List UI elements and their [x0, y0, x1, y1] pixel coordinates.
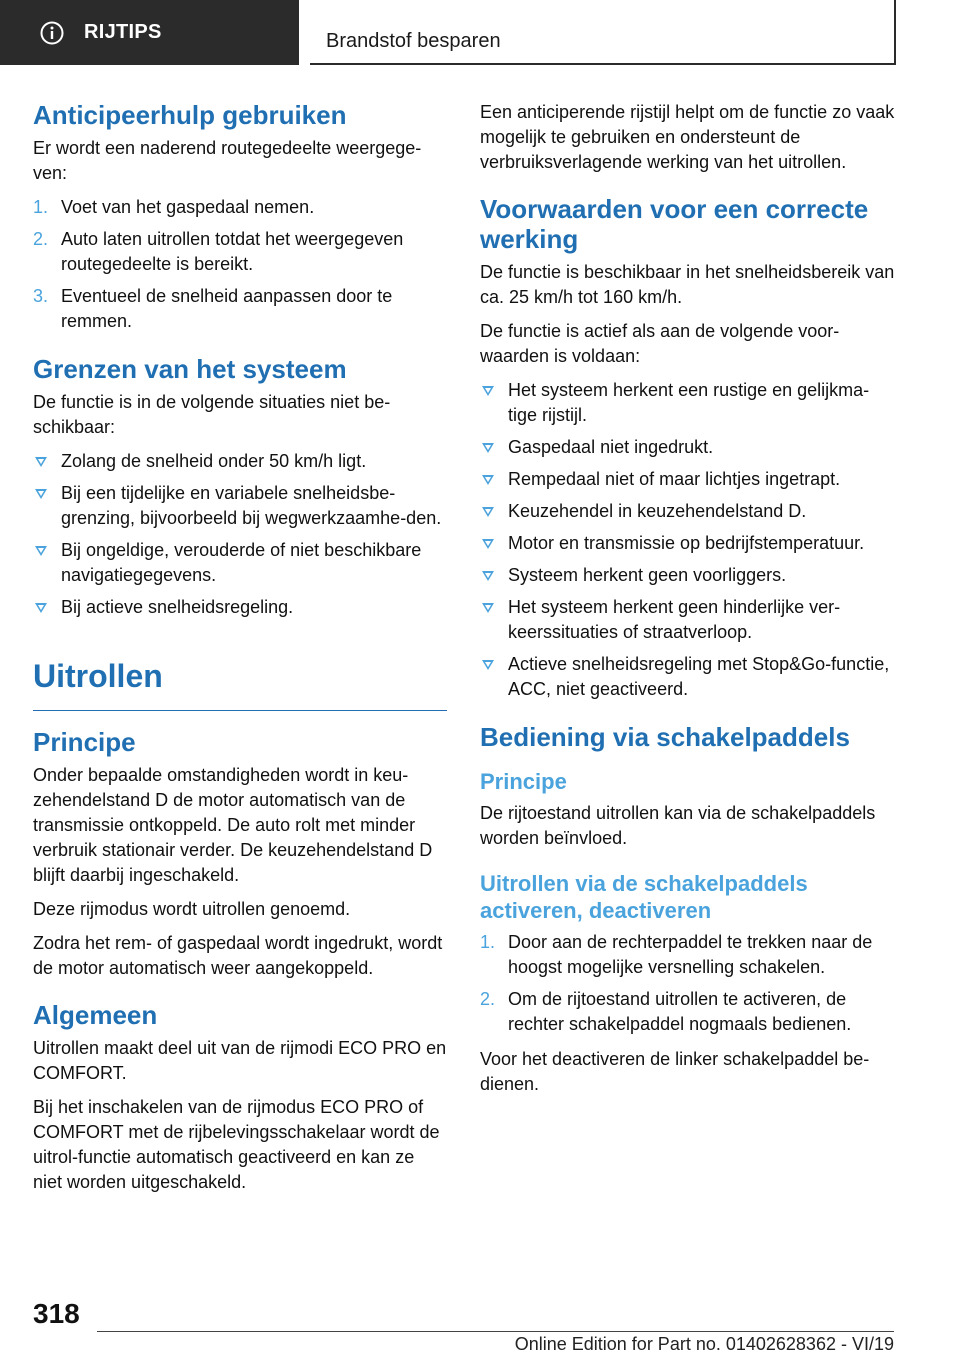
- chapter-header: [310, 0, 896, 65]
- triangle-bullet-icon: [35, 457, 47, 467]
- list-text: Zolang de snelheid onder 50 km/h ligt.: [61, 451, 367, 471]
- algemeen-paragraph-2: Bij het inschakelen van de rijmodus ECO PRO of COMFORT met de rijbelevingsschakelaar wordt de uitrol-functie automatisch geactiveerd en kan ze niet worden uitgeschakeld.: [33, 1097, 440, 1192]
- step-number: 3.: [33, 286, 49, 306]
- list-item: [33, 284, 447, 334]
- list-text: Motor en transmissie op bedrijfstemperatuur.: [508, 533, 865, 553]
- page-number: 318: [33, 1298, 80, 1329]
- step-number: 2.: [480, 989, 496, 1009]
- triangle-bullet-icon: [482, 603, 494, 613]
- deactiveren-paragraph: Voor het deactiveren de linker schakelpaddel be-dienen.: [480, 1049, 870, 1094]
- list-text: Keuzehendel in keuzehendelstand D.: [508, 501, 807, 521]
- list-item: [33, 449, 447, 474]
- anticipeer-intro: Er wordt een naderend routegedeelte weergege-ven:: [33, 138, 422, 183]
- right-column: [480, 100, 898, 1106]
- voorwaarden-heading: Voorwaarden voor een correcte werking: [480, 194, 869, 254]
- list-text: Gaspedaal niet ingedrukt.: [508, 437, 714, 457]
- step-text: Eventueel de snelheid aanpassen door te remmen.: [61, 286, 393, 331]
- triangle-bullet-icon: [35, 489, 47, 499]
- grenzen-intro: De functie is in de volgende situaties niet be-schikbaar:: [33, 392, 391, 437]
- bediening-heading: Bediening via schakelpaddels: [480, 722, 850, 752]
- list-item: [33, 195, 447, 220]
- algemeen-heading: Algemeen: [33, 1000, 158, 1030]
- principe-paragraph-3: Zodra het rem- of gaspedaal wordt ingedrukt, wordt de motor automatisch weer aangekoppeld.: [33, 933, 443, 978]
- list-item: [480, 435, 898, 460]
- list-text: Bij actieve snelheidsregeling.: [61, 597, 294, 617]
- list-text: Bij ongeldige, verouderde of niet beschikbare navigatiegegevens.: [61, 540, 422, 585]
- list-text: Het systeem herkent een rustige en gelijkma-tige rijstijl.: [508, 380, 870, 425]
- list-item: [480, 595, 898, 645]
- step-number: 1.: [480, 932, 496, 952]
- step-text: Door aan de rechterpaddel te trekken naar de hoogst mogelijke versnelling schakelen.: [508, 932, 873, 977]
- info-icon: [40, 21, 64, 45]
- triangle-bullet-icon: [482, 507, 494, 517]
- uitrollen-heading: Uitrollen: [33, 658, 163, 694]
- footer-divider: [97, 1331, 894, 1332]
- list-item: [480, 467, 898, 492]
- grenzen-heading: Grenzen van het systeem: [33, 354, 347, 384]
- bediening-principe-paragraph: De rijtoestand uitrollen kan via de schakelpaddels worden beïnvloed.: [480, 803, 876, 848]
- list-text: Systeem herkent geen voorliggers.: [508, 565, 787, 585]
- bediening-principe-heading: Principe: [480, 769, 567, 794]
- list-item: [480, 499, 898, 524]
- step-number: 2.: [33, 229, 49, 249]
- triangle-bullet-icon: [482, 660, 494, 670]
- anticipeer-heading: Anticipeerhulp gebruiken: [33, 100, 347, 130]
- list-item: [480, 930, 898, 980]
- activeren-steps: [480, 930, 898, 1037]
- activeren-heading: Uitrollen via de schakelpaddels activeren, deactiveren: [480, 871, 808, 923]
- left-column: [33, 100, 447, 1204]
- list-item: [33, 481, 447, 531]
- principe-heading: Principe: [33, 727, 136, 757]
- principe-paragraph-2: Deze rijmodus wordt uitrollen genoemd.: [33, 899, 351, 919]
- voorwaarden-list: [480, 378, 898, 702]
- list-item: [480, 378, 898, 428]
- list-item: [33, 595, 447, 620]
- section-label: RIJTIPS: [84, 21, 162, 43]
- list-text: Het systeem herkent geen hinderlijke ver-keerssituaties of straatverloop.: [508, 597, 841, 642]
- grenzen-list: [33, 449, 447, 620]
- anticipeer-steps: [33, 195, 447, 334]
- list-text: Rempedaal niet of maar lichtjes ingetrapt.: [508, 469, 841, 489]
- step-text: Auto laten uitrollen totdat het weergegeven routegedeelte is bereikt.: [61, 229, 404, 274]
- triangle-bullet-icon: [482, 475, 494, 485]
- triangle-bullet-icon: [482, 386, 494, 396]
- step-text: Om de rijtoestand uitrollen te activeren, de rechter schakelpaddel nogmaals bedienen.: [508, 989, 852, 1034]
- list-item: [480, 652, 898, 702]
- list-item: [480, 531, 898, 556]
- step-number: 1.: [33, 197, 49, 217]
- list-text: Bij een tijdelijke en variabele snelheidsbe-grenzing, bijvoorbeeld bij wegwerkzaamhe-den.: [61, 483, 442, 528]
- voorwaarden-paragraph-1: De functie is beschikbaar in het snelheidsbereik van ca. 25 km/h tot 160 km/h.: [480, 262, 895, 307]
- step-text: Voet van het gaspedaal nemen.: [61, 197, 315, 217]
- triangle-bullet-icon: [482, 443, 494, 453]
- list-item: [33, 227, 447, 277]
- intro-paragraph: Een anticiperende rijstijl helpt om de functie zo vaak mogelijk te gebruiken en ondersteunt de verbruiksverlagende werking van het uitrollen.: [480, 102, 895, 172]
- triangle-bullet-icon: [482, 571, 494, 581]
- voorwaarden-paragraph-2: De functie is actief als aan de volgende voor-waarden is voldaan:: [480, 321, 840, 366]
- chapter-title: Brandstof besparen: [326, 30, 501, 52]
- list-text: Actieve snelheidsregeling met Stop&Go-functie, ACC, niet geactiveerd.: [508, 654, 890, 699]
- edition-text: Online Edition for Part no. 01402628362 - VI/19: [514, 1334, 894, 1354]
- principe-paragraph-1: Onder bepaalde omstandigheden wordt in keu-zehendelstand D de motor automatisch van de transmissie ontkoppeld. De auto rolt met minder verbruik stationair verder. De keuzehendelstand D blijft daarbij ingeschakeld.: [33, 765, 433, 885]
- triangle-bullet-icon: [482, 539, 494, 549]
- triangle-bullet-icon: [35, 546, 47, 556]
- section-divider: [33, 710, 447, 711]
- triangle-bullet-icon: [35, 603, 47, 613]
- list-item: [480, 987, 898, 1037]
- algemeen-paragraph-1: Uitrollen maakt deel uit van de rijmodi ECO PRO en COMFORT.: [33, 1038, 447, 1083]
- list-item: [480, 563, 898, 588]
- header-section-tab: [0, 0, 299, 65]
- list-item: [33, 538, 447, 588]
